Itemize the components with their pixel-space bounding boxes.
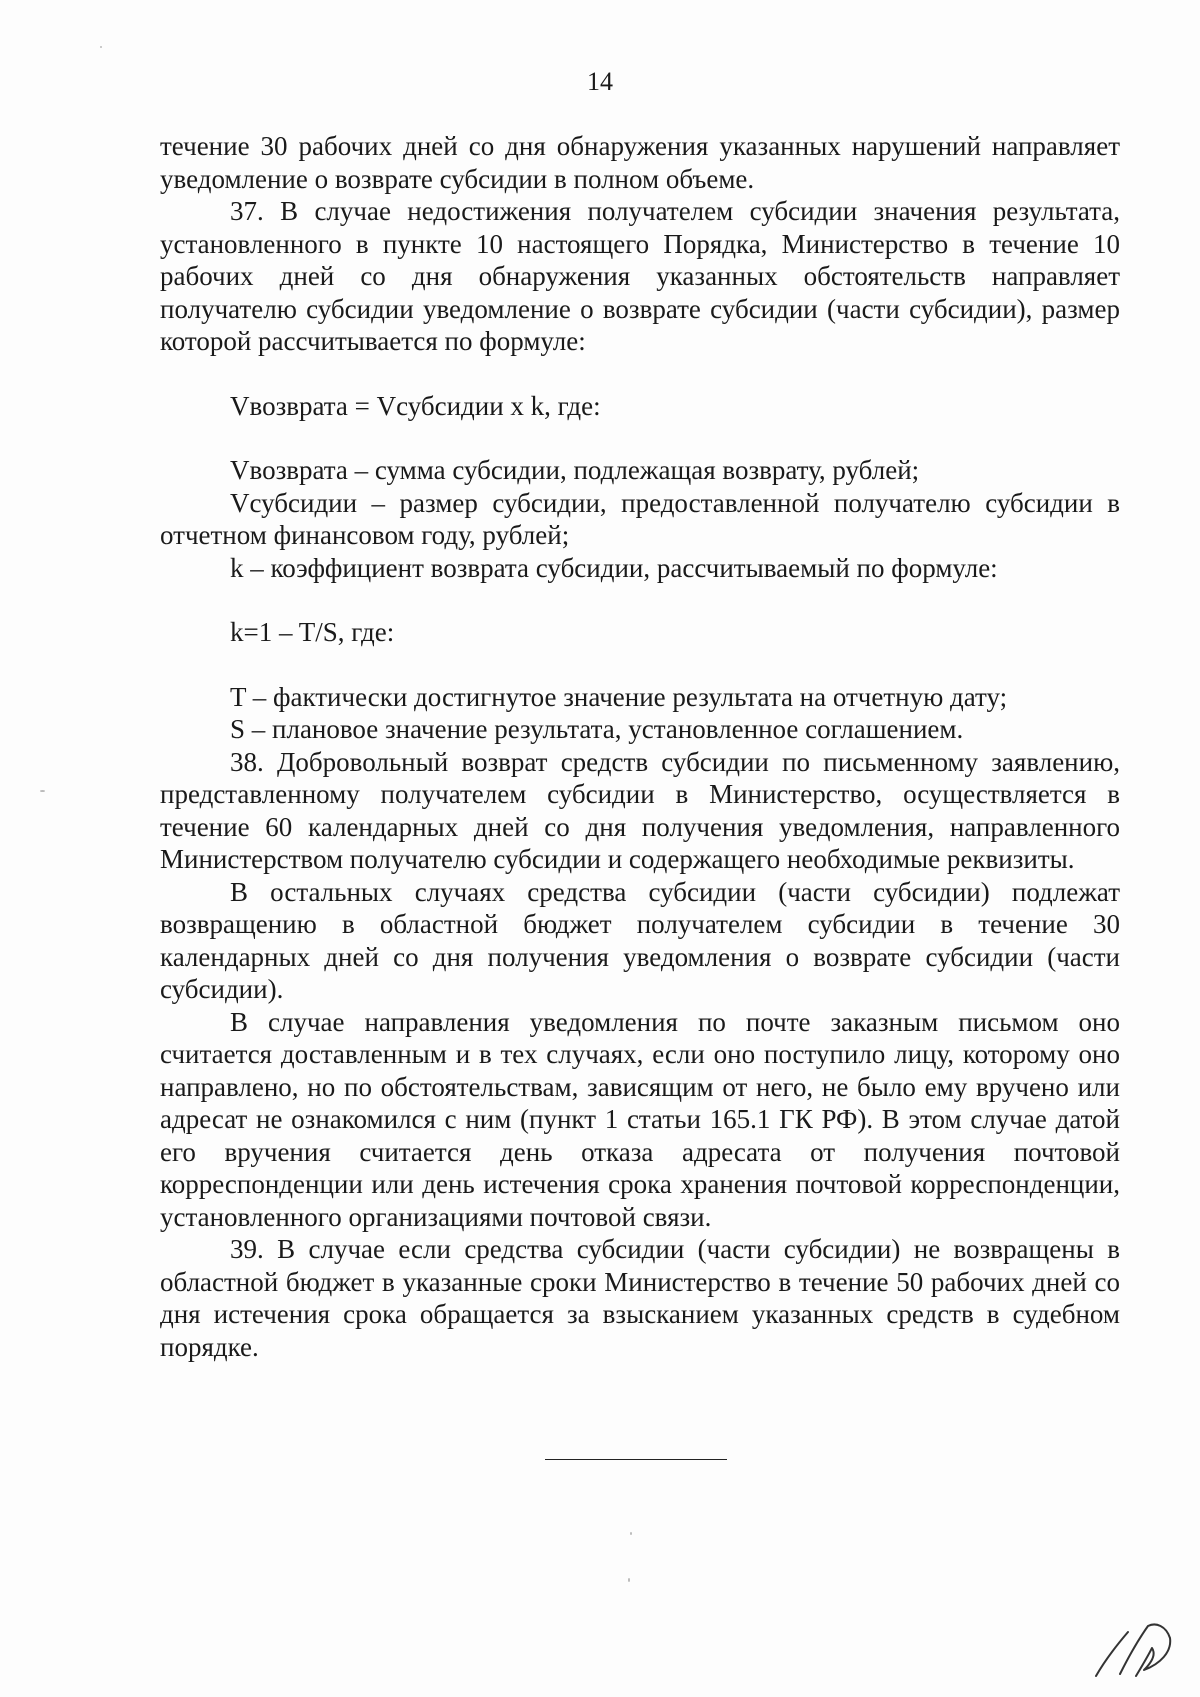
paragraph-37: 37. В случае недостижения получателем субсидии значения результата, установленного в пункте 10 настоящего Порядка, Министерство в течение 10 рабочих дней со дня обнаружения указанных обстоятельств направляет получателю субсидии уведомление о возврате субсидии (части субсидии), размер которой рассчитывается по формуле:	[160, 196, 1120, 356]
definition-s: S – плановое значение результата, установленное соглашением.	[230, 714, 964, 744]
scan-speck	[628, 1578, 630, 1582]
definition-vvozvrata: Vвозврата – сумма субсидии, подлежащая возврату, рублей;	[230, 455, 920, 485]
definition-vsubsidii: Vсубсидии – размер субсидии, предоставленной получателю субсидии в отчетном финансовом году, рублей;	[160, 487, 1120, 550]
spacer	[160, 358, 1120, 390]
definition-k: k – коэффициент возврата субсидии, рассчитываемый по формуле:	[230, 552, 998, 583]
end-divider-line	[545, 1459, 727, 1460]
page-number: 14	[587, 67, 613, 96]
formula-return-amount: Vвозврата = Vсубсидии x k, где:	[230, 390, 601, 421]
document-body	[160, 130, 1120, 1363]
paragraph-39: 39. В случае если средства субсидии (части субсидии) не возвращены в областной бюджет в указанные сроки Министерство в течение 50 рабочих дней со дня истечения срока обращается за взысканием указанных средств в судебном порядке.	[160, 1234, 1120, 1362]
paragraph-continuation: течение 30 рабочих дней со дня обнаружения указанных нарушений направляет уведомление о возврате субсидии в полном объеме.	[160, 131, 1120, 194]
scan-speck	[630, 1532, 632, 1535]
spacer	[160, 584, 1120, 616]
paragraph-38-mail-notice: В случае направления уведомления по почте заказным письмом оно считается доставленным и в тех случаях, если оно поступило лицу, которому оно направлено, но по обстоятельствам, зависящим от него, не было ему вручено или адресат не ознакомился с ним (пункт 1 статьи 165.1 ГК РФ). В этом случае датой его вручения считается день отказа адресата от получения почтовой корреспонденции или день истечения срока хранения почтовой корреспонденции, установленного организациями почтовой связи.	[160, 1006, 1120, 1232]
scan-speck	[100, 46, 102, 48]
formula-coefficient: k=1 – T/S, где:	[230, 617, 395, 647]
paragraph-38: 38. Добровольный возврат средств субсидии по письменному заявлению, представленному получателем субсидии в Министерство, осуществляется в течение 60 календарных дней со дня получения уведомления, направленного Министерством получателю субсидии и содержащего необходимые реквизиты.	[160, 746, 1120, 874]
definition-t: T – фактически достигнутое значение результата на отчетную дату;	[230, 681, 1008, 712]
spacer	[160, 422, 1120, 454]
paragraph-38-other-cases: В остальных случаях средства субсидии (части субсидии) подлежат возвращению в областной бюджет получателем субсидии в течение 30 календарных дней со дня получения уведомления о возврате субсидии (части субсидии).	[160, 876, 1120, 1004]
spacer	[160, 649, 1120, 681]
scan-speck	[40, 790, 45, 792]
handwritten-initials-signature	[1090, 1618, 1180, 1680]
